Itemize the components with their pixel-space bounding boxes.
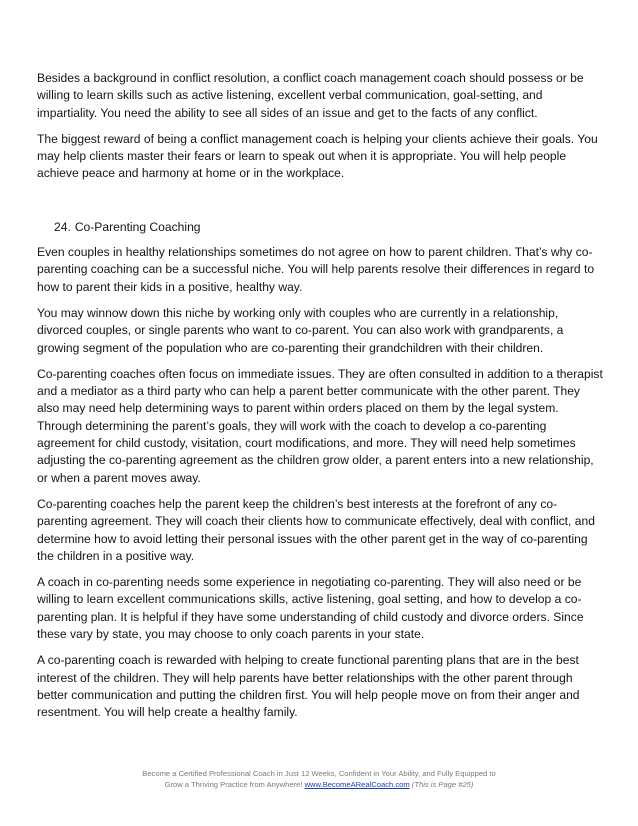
paragraph-conflict-reward: The biggest reward of being a conflict management coach is helping your clients achieve their goals. You may help clients master their fears or learn to speak out when it is appropriate. You will help people achieve peace and harmony at home or in the workplace. (37, 131, 598, 181)
paragraph-conflict-skills: Besides a background in conflict resolution, a conflict coach management coach should possess or be willing to learn skills such as active listening, excellent verbal communication, goal-setting, and impartiality. You need the ability to see all sides of an issue and get to the facts of any conflict. (37, 71, 584, 120)
footer-line-1: Become a Certified Professional Coach in Just 12 Weeks, Confident in Your Ability, and Fully Equipped to (142, 769, 496, 778)
footer-tagline: Grow a Thriving Practice from Anywhere! (164, 779, 303, 789)
paragraph-reward: A co-parenting coach is rewarded with helping to create functional parenting plans that are in the best interest of the children. They will help parents have better relationships with the other parent through better communication and putting the children first. You will help people move on from their anger and resentment. You will help create a healthy family. (37, 653, 580, 720)
website-link[interactable]: www.BecomeARealCoach.com (304, 779, 410, 789)
page-number-note: (This is Page #25) (411, 779, 474, 789)
paragraph-experience: A coach in co-parenting needs some experience in negotiating co-parenting. They will also need or be willing to learn excellent communications skills, active listening, goal setting, and how to develop a co-parenting plan. It is helpful if they have some understanding of child custody and divorce orders. Since these vary by state, you may choose to only coach parents in your state. (37, 575, 584, 642)
paragraph-intro: Even couples in healthy relationships sometimes do not agree on how to parent children. That’s why co-parenting coaching can be a successful niche. You will help parents resolve their differences in regard to how to parent their kids in a positive, healthy way. (37, 245, 595, 294)
section-number: 24. (54, 219, 71, 234)
section-heading (37, 219, 605, 236)
section-title: Co-Parenting Coaching (74, 219, 201, 234)
paragraph-niche: You may winnow down this niche by working only with couples who are currently in a relationship, divorced couples, or single parents who want to co-parent. You can also work with grandparents, a growing segment of the population who are co-parenting their grandchildren with their children. (37, 305, 564, 355)
document-page (37, 70, 605, 731)
page-footer (60, 769, 578, 790)
paragraph-best-interests: Co-parenting coaches help the parent keep the children’s best interests at the forefront of any co-parenting agreement. They will coach their clients how to communicate effectively, deal with conflict, and determine how to avoid letting their personal issues with the other parent get in the way of co-parenting the children in a positive way. (37, 496, 595, 563)
paragraph-immediate-issues: Co-parenting coaches often focus on immediate issues. They are often consulted in addition to a therapist and a mediator as a third party who can help a parent better communicate with the other parent. They also may need help determining ways to parent within orders placed on them by the legal system. Through determining the parent’s goals, they will work with the coach to develop a co-parenting agreement for child custody, visitation, court modifications, and more. They will need help sometimes adjusting the co-parenting agreement as the children grow older, a parent enters into a new relationship, or when a parent moves away. (37, 366, 603, 485)
footer-line-2 (60, 780, 578, 791)
